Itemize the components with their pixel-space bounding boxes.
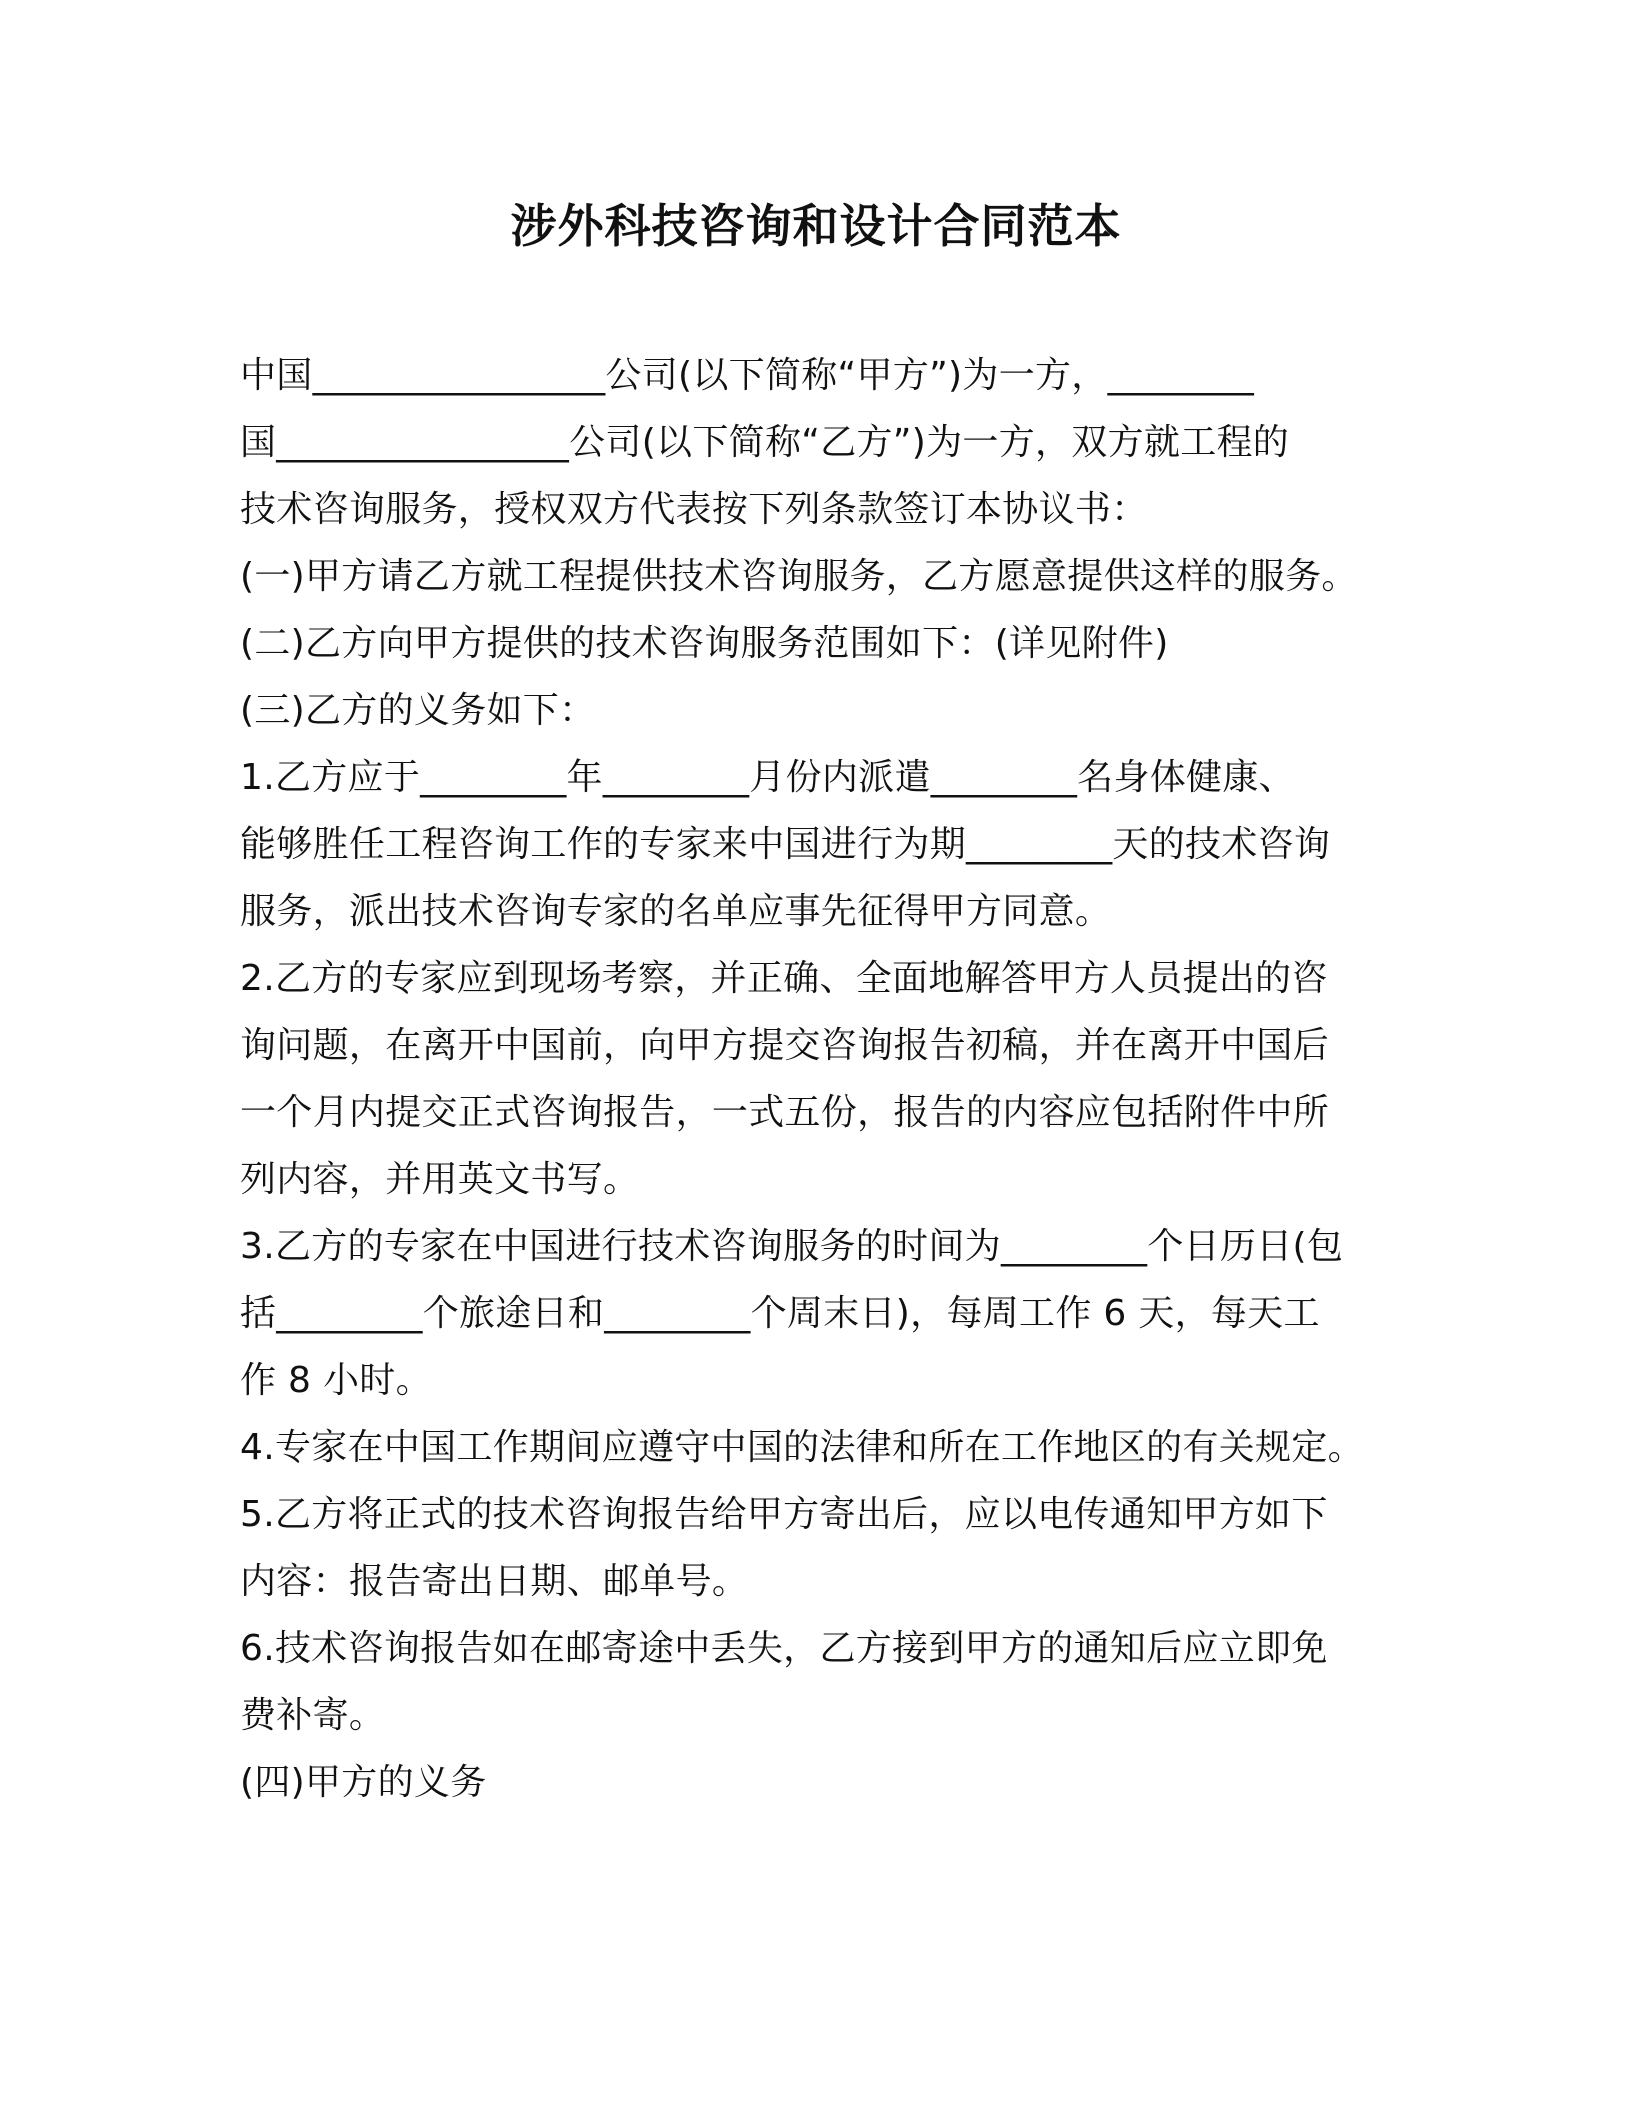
body-line: 2.乙方的专家应到现场考察，并正确、全面地解答甲方人员提出的咨 (240, 958, 1328, 999)
body-line: 中国________________公司(以下简称“甲方”)为一方，________ (240, 355, 1254, 396)
body-line: 作 8 小时。 (240, 1360, 432, 1401)
body-line: 5.乙方将正式的技术咨询报告给甲方寄出后，应以电传通知甲方如下 (240, 1494, 1328, 1535)
body-line: 6.技术咨询报告如在邮寄途中丢失，乙方接到甲方的通知后应立即免 (240, 1628, 1328, 1669)
body-line: (二)乙方向甲方提供的技术咨询服务范围如下：(详见附件) (240, 623, 1169, 664)
body-line: 国________________公司(以下简称“乙方”)为一方，双方就工程的 (240, 422, 1290, 463)
body-line: 内容：报告寄出日期、邮单号。 (240, 1561, 749, 1602)
body-line: 费补寄。 (240, 1695, 386, 1736)
body-line: (四)甲方的义务 (240, 1762, 487, 1803)
body-line: 技术咨询服务，授权双方代表按下列条款签订本协议书： (240, 489, 1148, 530)
body-line: (三)乙方的义务如下： (240, 690, 596, 731)
body-line: 服务，派出技术咨询专家的名单应事先征得甲方同意。 (240, 891, 1112, 932)
document-body (240, 342, 1390, 1816)
body-line: 列内容，并用英文书写。 (240, 1159, 640, 1200)
body-line: 3.乙方的专家在中国进行技术咨询服务的时间为________个日历日(包 (240, 1226, 1344, 1267)
body-line: 一个月内提交正式咨询报告，一式五份，报告的内容应包括附件中所 (240, 1092, 1330, 1133)
body-line: 询问题，在离开中国前，向甲方提交咨询报告初稿，并在离开中国后 (240, 1025, 1330, 1066)
body-line: 4.专家在中国工作期间应遵守中国的法律和所在工作地区的有关规定。 (240, 1427, 1364, 1468)
body-line: 能够胜任工程咨询工作的专家来中国进行为期________天的技术咨询 (240, 824, 1331, 865)
body-line: 括________个旅途日和________个周末日)，每周工作 6 天，每天工 (240, 1293, 1320, 1334)
body-line: 1.乙方应于________年________月份内派遣________名身体健康、 (240, 757, 1295, 798)
document-title: 涉外科技咨询和设计合同范本 (510, 199, 1122, 253)
body-line: (一)甲方请乙方就工程提供技术咨询服务，乙方愿意提供这样的服务。 (240, 556, 1358, 597)
